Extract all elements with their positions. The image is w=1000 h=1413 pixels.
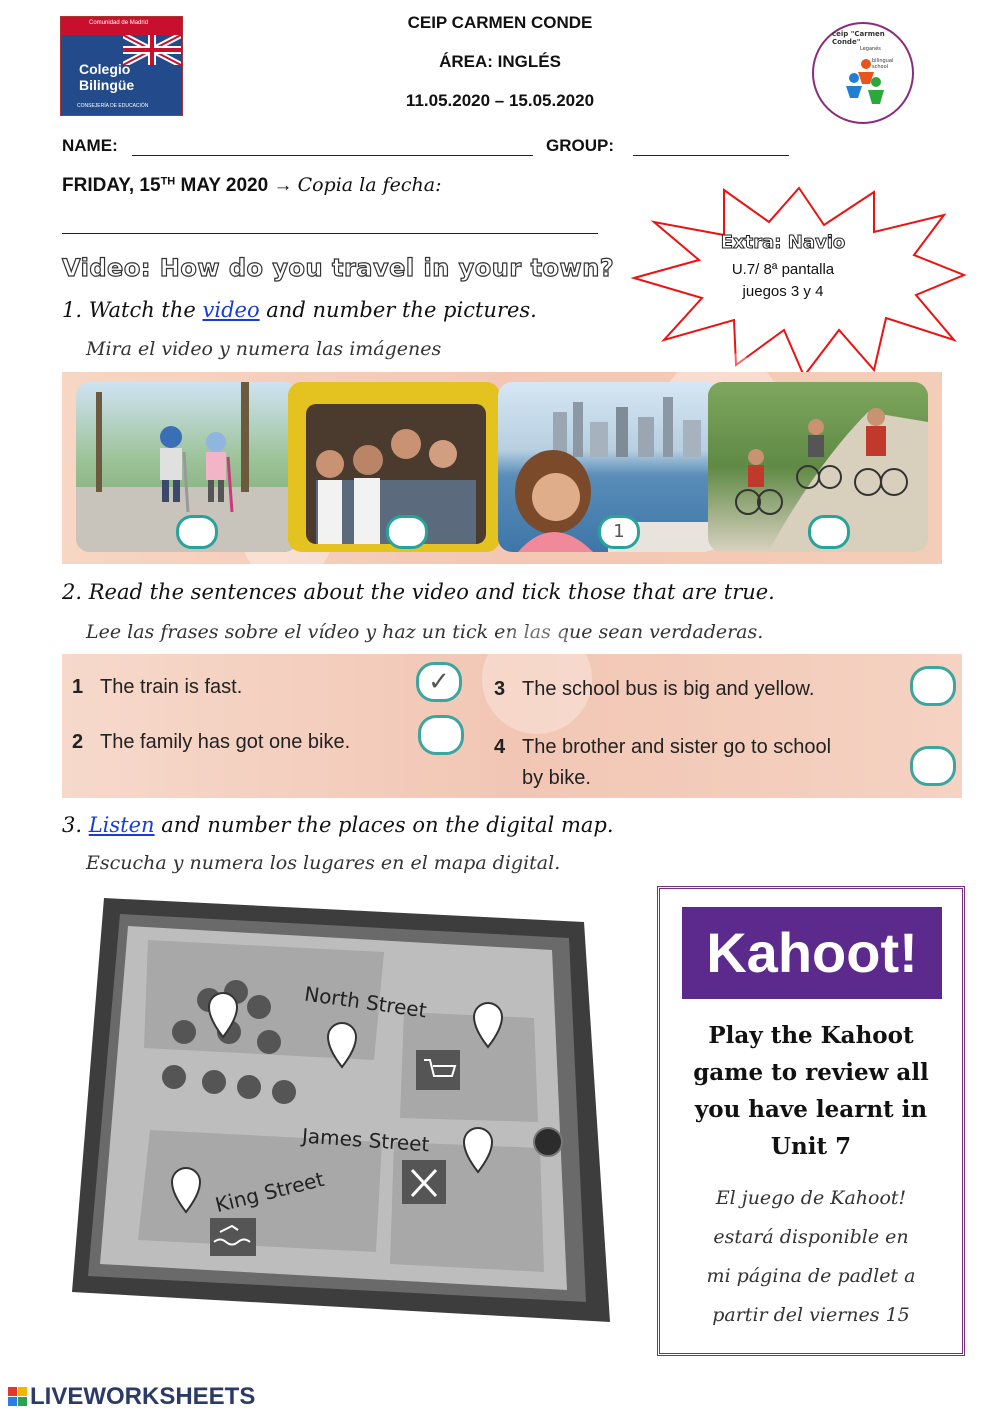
group-field[interactable] [633,155,789,156]
street-label-north: North Street [302,981,429,1023]
task1-number: 1. [62,298,83,322]
video-title: Video: How do you travel in your town? [62,254,615,282]
sentence-4 [494,732,831,794]
kahoot-en-4: Unit 7 [770,1133,852,1160]
group-label: GROUP: [546,136,614,155]
task3-number: 3. [62,813,83,837]
seal-text: ceip "Carmen Conde" [832,30,885,46]
sentence-4-number: 4 [494,736,506,758]
footer-brand [8,1383,255,1411]
video-link[interactable]: video [202,298,260,322]
kahoot-es-1: El juego de Kahoot! [715,1187,907,1209]
extra-line2: juegos 3 y 4 [742,283,824,300]
date-row [62,174,442,197]
tick-box-4[interactable] [910,746,956,786]
picture-answer-1[interactable] [176,515,218,549]
school-name: CEIP CARMEN CONDE [407,13,593,32]
task1-pre: Watch the [88,298,196,322]
kahoot-es-2: estará disponible en [713,1226,909,1248]
school-seal [812,22,914,124]
sentence-3-number: 3 [494,678,506,700]
task1-post: and number the pictures. [266,298,537,322]
kahoot-es-4: partir del viernes 15 [712,1304,910,1326]
date-sup: TH [160,175,176,188]
tick-box-1[interactable]: ✓ [416,662,462,702]
sentence-3-text: The school bus is big and yellow. [522,678,815,700]
name-label: NAME [62,136,113,155]
sentence-3 [494,678,814,701]
seal-school: bilingual school [872,58,894,70]
tick-box-2[interactable] [418,715,464,755]
name-row [62,136,118,156]
logo-bilingue: Bilingüe [79,77,135,93]
task3-post: and number the places on the digital map. [161,813,614,837]
street-label-king: King Street [212,1166,327,1218]
seal-city: Leganés [860,46,881,52]
kahoot-en-3: you have learnt in [694,1096,928,1123]
task2-number: 2. [62,580,83,604]
community-logo [60,16,183,116]
name-field[interactable] [132,155,533,156]
task2-instruction [62,580,775,604]
liveworksheets-logo-icon [8,1387,28,1407]
logo-top-text: Comunidad de Madrid [61,17,182,35]
date-day: FRIDAY, 15 [62,175,161,196]
logo-colegio: Colegio [79,61,131,77]
task2-text: Read the sentences about the video and tick those that are true. [88,580,775,604]
sentence-2-number: 2 [72,731,84,753]
sentence-4-text-2: by bike. [522,767,591,789]
sentence-4-text: The brother and sister go to school [522,736,832,758]
extra-line1: U.7/ 8ª pantalla [731,261,835,278]
tick-box-3[interactable] [910,666,956,706]
sentence-1-text: The train is fast. [100,676,243,698]
logo-bottom-text: CONSEJERÍA DE EDUCACIÓN [77,103,149,109]
picture-answer-3[interactable]: 1 [598,515,640,549]
task1-spanish: Mira el video y numera las imágenes [86,338,442,360]
sentence-2-text: The family has got one bike. [100,731,351,753]
task3-spanish: Escucha y numera los lugares en el mapa digital. [86,852,561,874]
date-month: MAY 2020 → [175,175,293,196]
kahoot-en-1: Play the Kahoot [708,1022,914,1049]
kahoot-es-3: mi página de padlet a [706,1265,916,1287]
name-colon: : [112,136,118,155]
listen-link[interactable]: Listen [88,813,155,837]
tablet-map [64,892,644,1332]
extra-box [700,232,866,300]
copy-date-field[interactable] [62,233,598,234]
copy-date-label: Copia la fecha: [297,174,442,196]
sentence-1 [72,676,242,699]
week-dates: 11.05.2020 – 15.05.2020 [405,91,595,110]
kahoot-box [657,886,965,1356]
picture-answer-4[interactable] [808,515,850,549]
extra-title: Extra: Navio [720,232,846,253]
task3-instruction [62,813,614,837]
kahoot-logo[interactable]: Kahoot! [682,907,942,999]
kahoot-en-2: game to review all [693,1059,929,1086]
task1-instruction [62,298,537,322]
footer-brand-text: LIVEWORKSHEETS [30,1383,256,1410]
sentence-2 [72,731,350,754]
picture-answer-2[interactable] [386,515,428,549]
subject-area: ÁREA: INGLÉS [439,52,561,71]
task2-spanish: Lee las frases sobre el vídeo y haz un tick en las que sean verdaderas. [86,621,764,643]
sentence-1-number: 1 [72,676,84,698]
street-label-james: James Street [301,1123,431,1157]
